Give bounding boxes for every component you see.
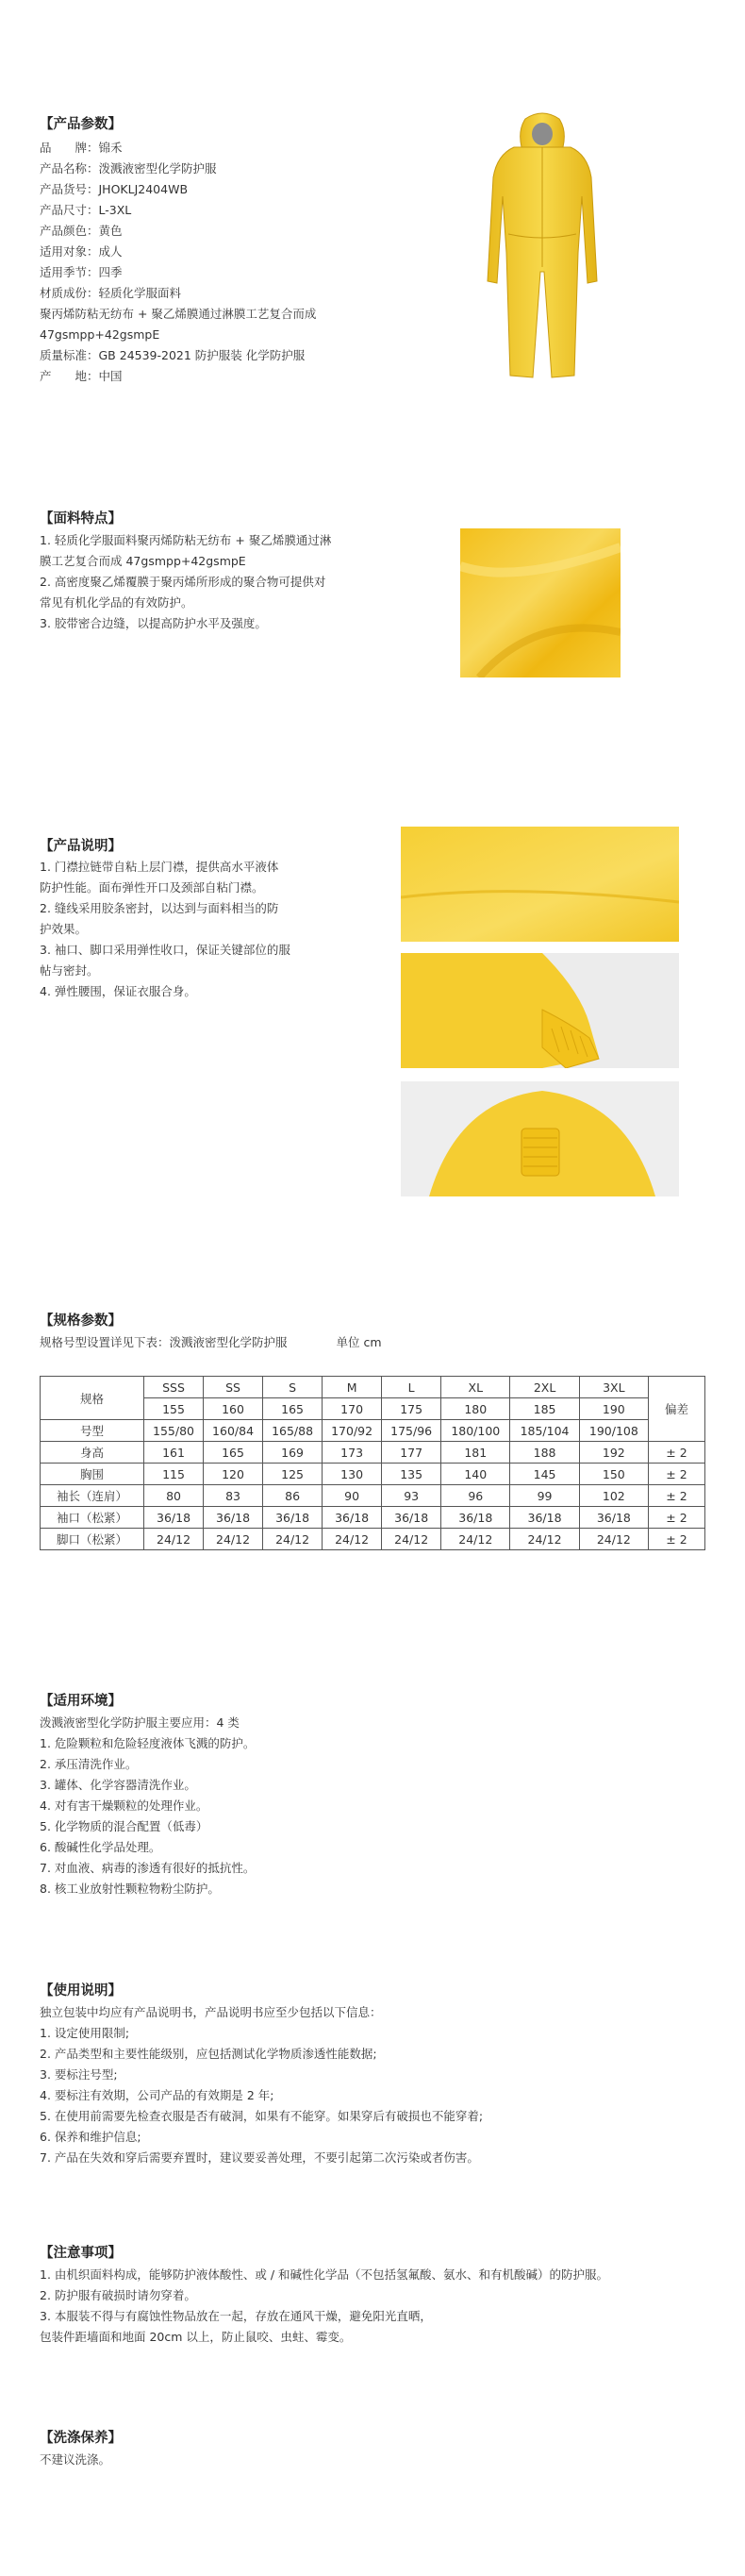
env-list (40, 1713, 255, 1899)
table-cell: 90 (323, 1485, 382, 1507)
spec-title: 【规格参数】 (40, 1313, 122, 1329)
table-row (41, 1529, 705, 1550)
tolerance-cell: ± 2 (649, 1442, 705, 1464)
size-table (40, 1376, 705, 1550)
tolerance-cell: ± 2 (649, 1485, 705, 1507)
env-item: 7. 对血液、病毒的渗透有很好的抵抗性。 (40, 1861, 256, 1875)
env-item: 6. 酸碱性化学品处理。 (40, 1840, 161, 1854)
table-row (41, 1442, 705, 1464)
table-cell: 160/84 (204, 1420, 263, 1442)
table-cell: 177 (382, 1442, 441, 1464)
table-cell: 188 (510, 1442, 579, 1464)
table-cell: 86 (263, 1485, 323, 1507)
hood-detail-photo (401, 1081, 679, 1196)
table-cell: 36/18 (382, 1507, 441, 1529)
fabric-feature-item: 常见有机化学品的有效防护。 (40, 595, 193, 610)
height-label-cell: 190 (579, 1398, 648, 1420)
table-row (41, 1507, 705, 1529)
size-label-cell: M (323, 1377, 382, 1398)
fabric-list (40, 530, 331, 634)
env-item: 5. 化学物质的混合配置（低毒） (40, 1819, 208, 1833)
env-item: 1. 危险颗粒和危险轻度液体飞溅的防护。 (40, 1736, 256, 1750)
height-label-cell: 165 (263, 1398, 323, 1420)
size-label-cell: XL (441, 1377, 510, 1398)
usage-item: 5. 在使用前需要先检查衣服是否有破洞，如果有不能穿。如果穿后有破损也不能穿着; (40, 2109, 484, 2123)
table-row (41, 1485, 705, 1507)
table-cell: 24/12 (382, 1529, 441, 1550)
height-label-cell: 185 (510, 1398, 579, 1420)
usage-item: 1. 设定使用限制; (40, 2026, 130, 2040)
notice-item: 2. 防护服有破损时请勿穿着。 (40, 2288, 196, 2302)
table-cell: 24/12 (579, 1529, 648, 1550)
table-row (41, 1420, 705, 1442)
desc-item: 帖与密封。 (40, 963, 99, 978)
usage-item: 3. 要标注号型; (40, 2067, 118, 2082)
param-line: 质量标准：GB 24539-2021 防护服装 化学防护服 (40, 348, 306, 362)
table-cell: 36/18 (510, 1507, 579, 1529)
height-label-cell: 180 (441, 1398, 510, 1420)
tolerance-cell: ± 2 (649, 1507, 705, 1529)
param-line: 47gsmpp+42gsmpE (40, 327, 160, 342)
table-cell: 130 (323, 1464, 382, 1485)
env-item: 2. 承压清洗作业。 (40, 1757, 138, 1771)
usage-item: 2. 产品类型和主要性能级别，应包括测试化学物质渗透性能数据; (40, 2047, 377, 2061)
spec-unit: 单位 cm (336, 1335, 382, 1349)
table-cell: 185/104 (510, 1420, 579, 1442)
row-label-cell: 号型 (41, 1420, 144, 1442)
desc-item: 护效果。 (40, 922, 88, 936)
row-label-cell: 袖口（松紧） (41, 1507, 144, 1529)
size-label-cell: 3XL (579, 1377, 648, 1398)
env-item: 3. 罐体、化学容器清洗作业。 (40, 1778, 196, 1792)
table-cell: 36/18 (323, 1507, 382, 1529)
table-header-row (41, 1377, 705, 1398)
zipper-detail-photo (401, 827, 679, 942)
table-cell: 155/80 (144, 1420, 204, 1442)
wash-title: 【洗涤保养】 (40, 2431, 122, 2446)
table-cell: 173 (323, 1442, 382, 1464)
env-title: 【适用环境】 (40, 1694, 122, 1709)
size-label-cell: SSS (144, 1377, 204, 1398)
fabric-feature-item: 3. 胶带密合边缝，以提高防护水平及强度。 (40, 616, 267, 630)
table-cell: 170/92 (323, 1420, 382, 1442)
table-cell: 165/88 (263, 1420, 323, 1442)
table-cell: 165 (204, 1442, 263, 1464)
wash-item: 不建议洗涤。 (40, 2452, 111, 2467)
height-label-cell: 170 (323, 1398, 382, 1420)
cuff-detail-photo (401, 953, 679, 1068)
param-line: 适用对象：成人 (40, 244, 123, 259)
table-cell: 135 (382, 1464, 441, 1485)
desc-list (40, 857, 290, 1002)
table-header-cell: 偏差 (649, 1377, 705, 1442)
fabric-photo (460, 528, 621, 677)
table-cell: 140 (441, 1464, 510, 1485)
env-item: 泼溅液密型化学防护服主要应用：4 类 (40, 1715, 240, 1730)
table-cell: 180/100 (441, 1420, 510, 1442)
notice-item: 3. 本服装不得与有腐蚀性物品放在一起，存放在通风干燥，避免阳光直晒， (40, 2309, 432, 2323)
table-cell: 102 (579, 1485, 648, 1507)
coverall-photo (476, 111, 608, 385)
param-line: 产品名称：泼溅液密型化学防护服 (40, 161, 217, 176)
table-cell: 36/18 (579, 1507, 648, 1529)
table-cell: 145 (510, 1464, 579, 1485)
param-line: 产品尺寸：L-3XL (40, 203, 132, 217)
table-cell: 36/18 (263, 1507, 323, 1529)
table-cell: 181 (441, 1442, 510, 1464)
desc-item: 4. 弹性腰围，保证衣服合身。 (40, 984, 196, 998)
table-cell: 99 (510, 1485, 579, 1507)
usage-title: 【使用说明】 (40, 1983, 122, 1999)
env-item: 4. 对有害干燥颗粒的处理作业。 (40, 1798, 208, 1813)
param-line: 聚丙烯防粘无纺布 + 聚乙烯膜通过淋膜工艺复合而成 (40, 307, 317, 321)
notice-title: 【注意事项】 (40, 2246, 122, 2261)
param-line: 产品货号：JHOKLJ2404WB (40, 182, 189, 196)
usage-item: 4. 要标注有效期，公司产品的有效期是 2 年; (40, 2088, 274, 2102)
table-cell: 150 (579, 1464, 648, 1485)
param-line: 产 地：中国 (40, 369, 123, 383)
env-item: 8. 核工业放射性颗粒物粉尘防护。 (40, 1882, 220, 1896)
table-cell: 93 (382, 1485, 441, 1507)
size-label-cell: L (382, 1377, 441, 1398)
table-header-cell: 规格 (41, 1377, 144, 1420)
desc-item: 1. 门襟拉链带自粘上层门襟，提供高水平液体 (40, 860, 279, 874)
table-cell: 192 (579, 1442, 648, 1464)
notice-list (40, 2265, 608, 2348)
fabric-title: 【面料特点】 (40, 511, 122, 527)
table-cell: 24/12 (323, 1529, 382, 1550)
fabric-feature-item: 1. 轻质化学服面料聚丙烯防粘无纺布 + 聚乙烯膜通过淋 (40, 533, 332, 547)
fabric-feature-item: 膜工艺复合而成 47gsmpp+42gsmpE (40, 554, 246, 568)
table-cell: 36/18 (441, 1507, 510, 1529)
table-cell: 175/96 (382, 1420, 441, 1442)
table-cell: 36/18 (144, 1507, 204, 1529)
param-line: 品 牌：锦禾 (40, 141, 123, 155)
notice-item: 包装件距墙面和地面 20cm 以上，防止鼠咬、虫蛀、霉变。 (40, 2330, 352, 2344)
table-cell: 36/18 (204, 1507, 263, 1529)
table-cell: 115 (144, 1464, 204, 1485)
table-cell: 120 (204, 1464, 263, 1485)
tolerance-cell: ± 2 (649, 1529, 705, 1550)
usage-list (40, 2002, 483, 2168)
size-label-cell: S (263, 1377, 323, 1398)
usage-item: 6. 保养和维护信息; (40, 2130, 141, 2144)
size-label-cell: SS (204, 1377, 263, 1398)
table-cell: 24/12 (263, 1529, 323, 1550)
desc-item: 2. 缝线采用胶条密封，以达到与面料相当的防 (40, 901, 279, 915)
desc-item: 防护性能。面布弹性开口及颈部自粘门襟。 (40, 880, 264, 895)
usage-item: 7. 产品在失效和穿后需要弃置时，建议要妥善处理，不要引起第二次污染或者伤害。 (40, 2150, 479, 2165)
table-cell: 24/12 (510, 1529, 579, 1550)
params-list (40, 138, 316, 387)
table-row (41, 1464, 705, 1485)
tolerance-cell: ± 2 (649, 1464, 705, 1485)
desc-item: 3. 袖口、脚口采用弹性收口，保证关键部位的服 (40, 943, 290, 957)
spec-note: 规格号型设置详见下表：泼溅液密型化学防护服 (40, 1335, 288, 1349)
row-label-cell: 脚口（松紧） (41, 1529, 144, 1550)
height-label-cell: 160 (204, 1398, 263, 1420)
row-label-cell: 身高 (41, 1442, 144, 1464)
table-cell: 24/12 (204, 1529, 263, 1550)
size-label-cell: 2XL (510, 1377, 579, 1398)
params-title: 【产品参数】 (40, 117, 122, 132)
table-cell: 83 (204, 1485, 263, 1507)
notice-item: 1. 由机织面料构成，能够防护液体酸性、或 / 和碱性化学品（不包括氢氟酸、氨水、和有机酸碱）的防护服。 (40, 2267, 609, 2282)
usage-item: 独立包装中均应有产品说明书，产品说明书应至少包括以下信息： (40, 2005, 382, 2019)
param-line: 材质成份：轻质化学服面料 (40, 286, 182, 300)
fabric-feature-item: 2. 高密度聚乙烯覆膜于聚丙烯所形成的聚合物可提供对 (40, 575, 326, 589)
param-line: 适用季节：四季 (40, 265, 123, 279)
param-line: 产品颜色：黄色 (40, 224, 123, 238)
table-cell: 125 (263, 1464, 323, 1485)
desc-title: 【产品说明】 (40, 839, 122, 854)
height-label-cell: 155 (144, 1398, 204, 1420)
row-label-cell: 袖长（连肩） (41, 1485, 144, 1507)
row-label-cell: 胸围 (41, 1464, 144, 1485)
table-cell: 190/108 (579, 1420, 648, 1442)
wash-list (40, 2450, 110, 2470)
table-cell: 161 (144, 1442, 204, 1464)
table-cell: 96 (441, 1485, 510, 1507)
height-label-cell: 175 (382, 1398, 441, 1420)
table-cell: 80 (144, 1485, 204, 1507)
table-cell: 24/12 (441, 1529, 510, 1550)
table-cell: 24/12 (144, 1529, 204, 1550)
table-cell: 169 (263, 1442, 323, 1464)
